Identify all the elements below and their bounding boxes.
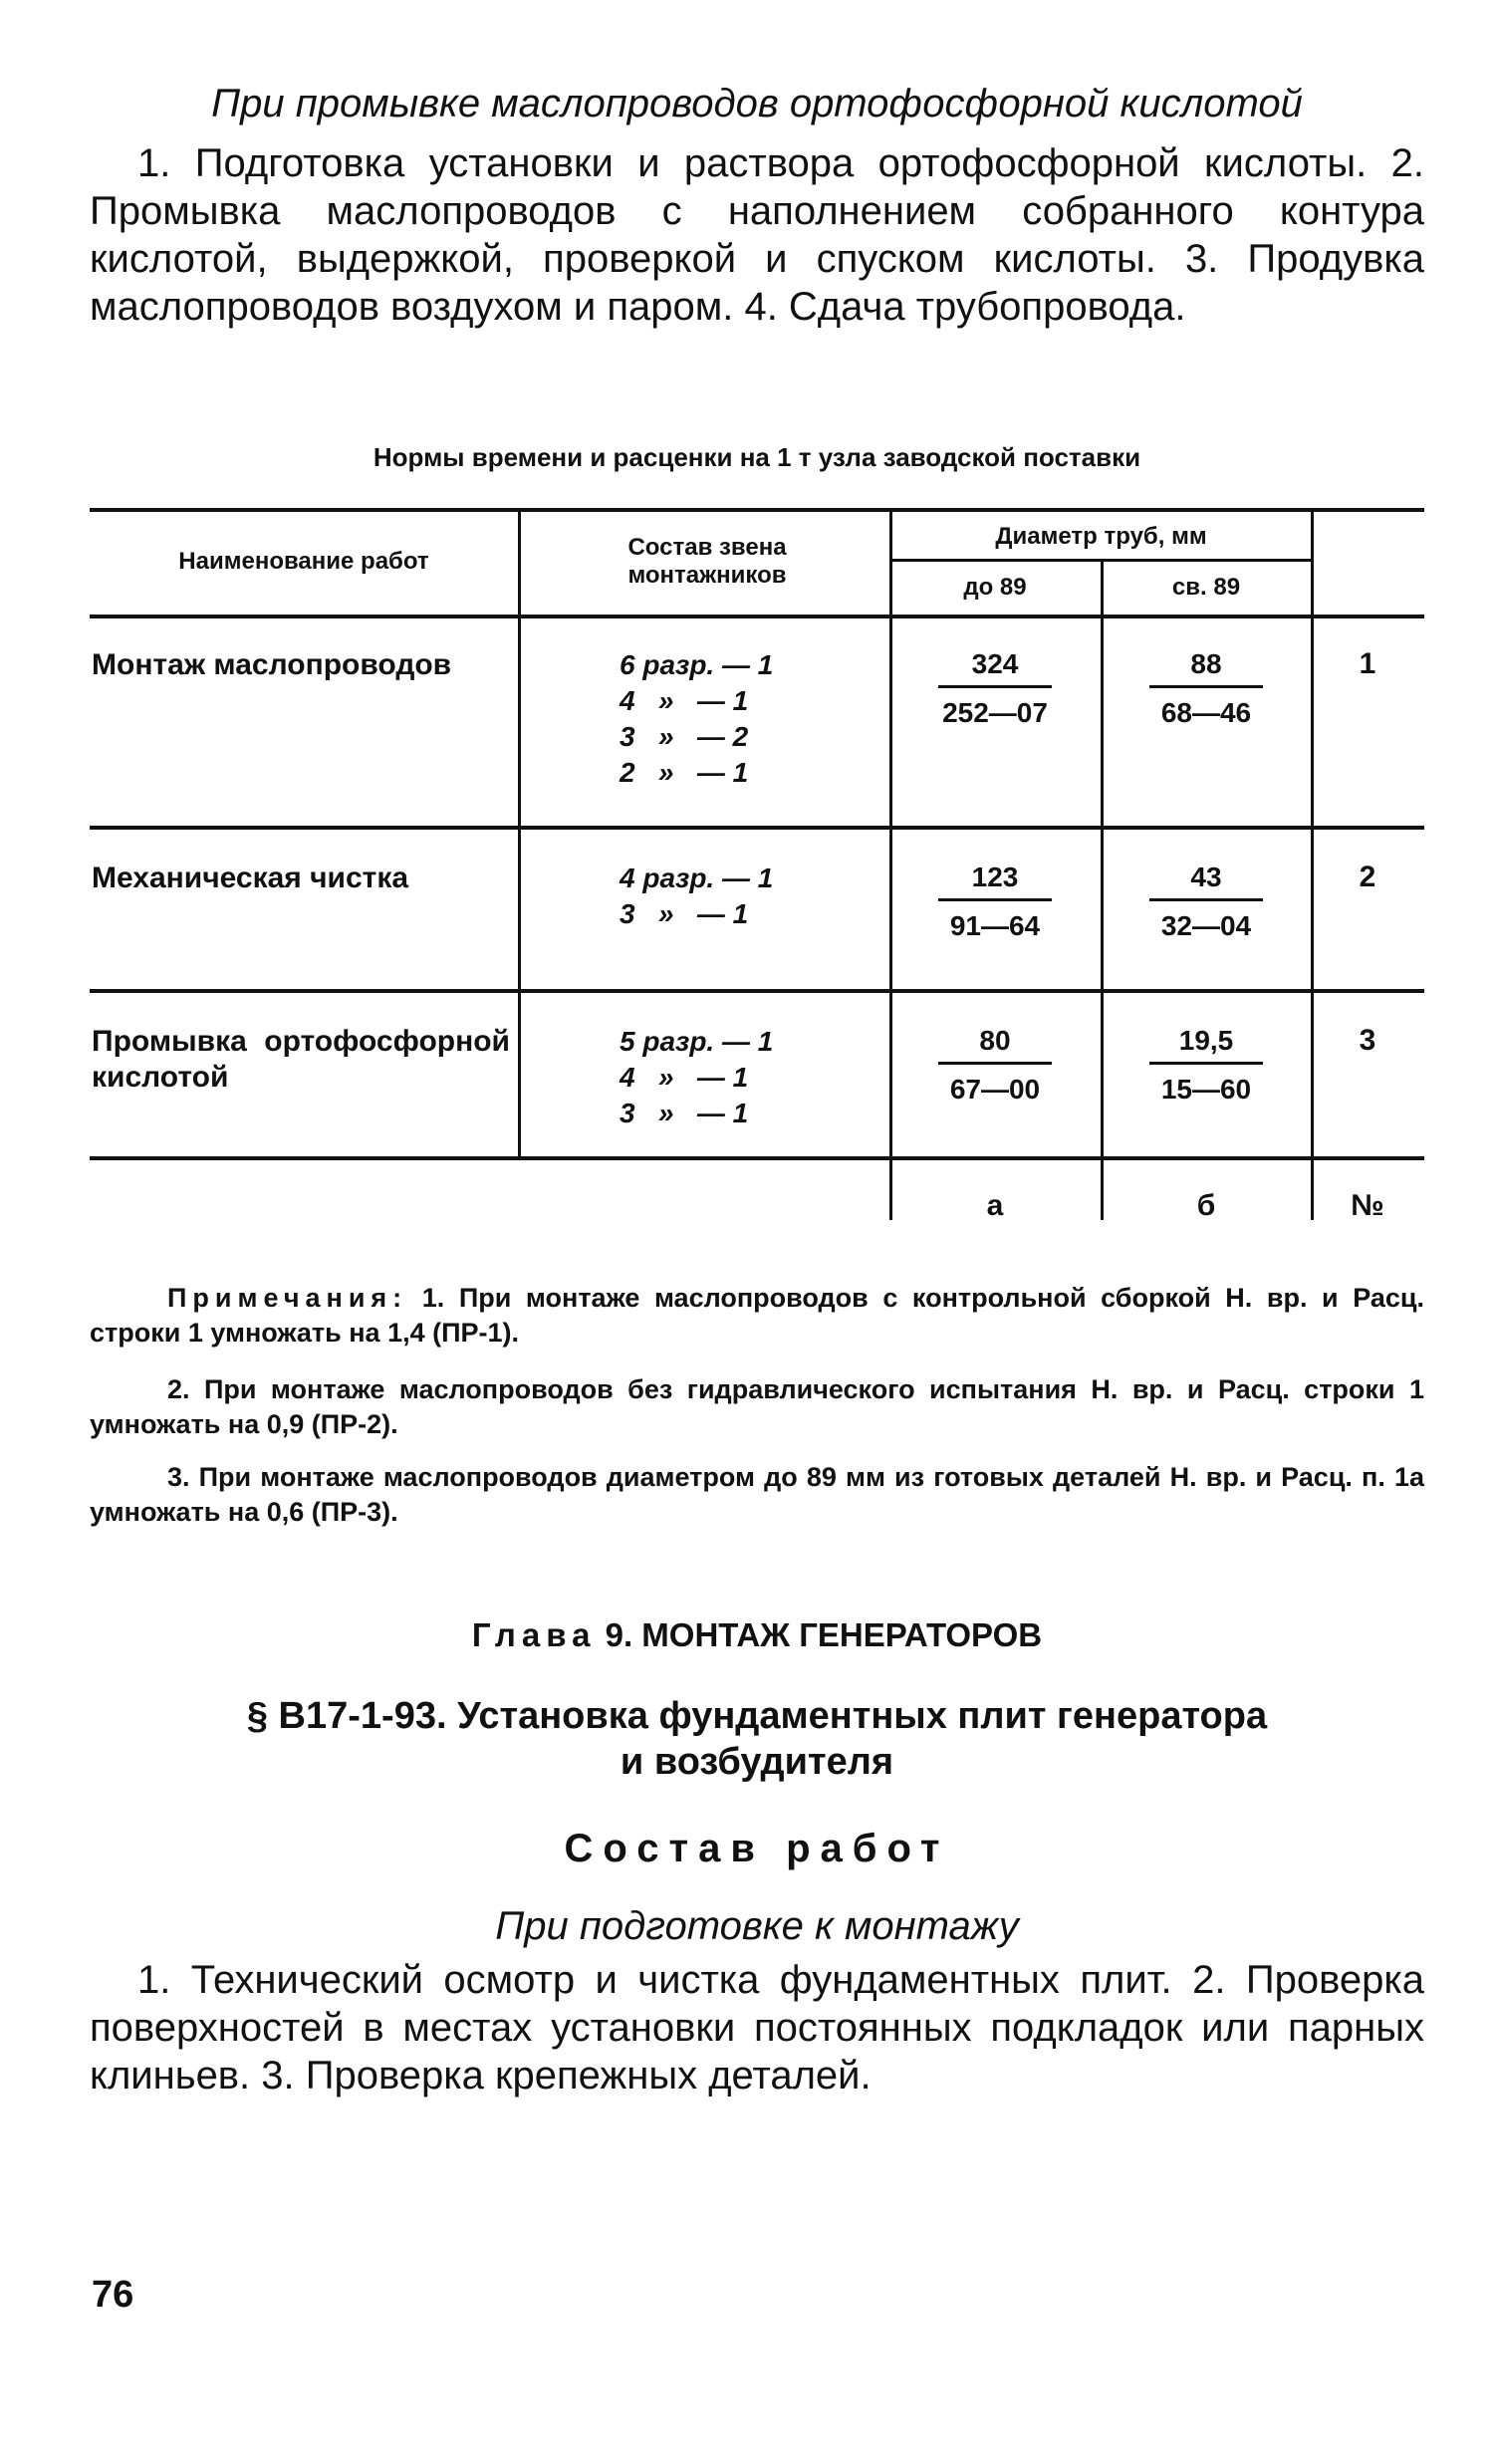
time-norm: 19,5 [1178, 1025, 1234, 1056]
time-norm: 88 [1190, 648, 1222, 679]
note-1-text: 1. При монтаже маслопроводов с контрольной сборкой Н. вр. и Расц. строки 1 умножать на 1,4 (ПР-1). [90, 1283, 1424, 1348]
section-line-2: и возбудителя [620, 1741, 894, 1783]
footer-col-b: б [1196, 1189, 1216, 1222]
fraction-bar [1149, 898, 1263, 901]
rate: 68—46 [1160, 697, 1252, 728]
section-line-1: § В17-1-93. Установка фундаментных плит генератора [246, 1695, 1268, 1737]
col-divider-4 [1311, 510, 1314, 1220]
row1-col-a-value [910, 647, 1080, 730]
fraction-bar [938, 685, 1052, 688]
intro-paragraph: 1. Подготовка установки и раствора ортофосфорной кислоты. 2. Промывка маслопроводов с наполнением собранного контура кислотой, выдержкой, проверкой и спуском кислоты. 3. Продувка маслопроводов воздухом и паром. 4. Сдача трубопровода. [90, 141, 1424, 329]
row2-col-a-value [910, 861, 1080, 943]
crew-line: 2 » — 1 [620, 757, 749, 788]
row3-work-name: Промывка ортофосфорной кислотой [92, 1025, 510, 1094]
crew-line: 3 » — 1 [620, 898, 749, 929]
row2-work-name: Механическая чистка [92, 862, 409, 894]
footer-number-label: № [1351, 1189, 1384, 1222]
header-work-name: Наименование работ [178, 548, 429, 575]
fraction-bar [938, 898, 1052, 901]
footer-col-a: а [986, 1189, 1004, 1222]
rate: 32—04 [1160, 910, 1252, 941]
time-norm: 80 [979, 1025, 1011, 1056]
fraction-bar [1149, 685, 1263, 688]
composition-paragraph: 1. Технический осмотр и чистка фундаментных плит. 2. Проверка поверхностей в местах установки постоянных подкладок или парных клиньев. 3. Проверка крепежных деталей. [90, 1958, 1424, 2097]
composition-subheading: При подготовке к монтажу [495, 1904, 1019, 1948]
time-norm: 123 [971, 862, 1019, 892]
fraction-bar [1149, 1062, 1263, 1065]
header-crew: Состав звена монтажников [627, 534, 787, 589]
row3-col-b-value [1121, 1024, 1291, 1107]
crew-line: 4 » — 1 [620, 1062, 749, 1093]
row3-number: 3 [1359, 1024, 1376, 1057]
header-col-a: до 89 [963, 574, 1027, 601]
table-top-rule [90, 508, 1424, 512]
crew-line: 5 разр. — 1 [620, 1026, 774, 1057]
row3-bottom-rule [90, 1156, 1424, 1160]
header-bottom-rule [90, 615, 1424, 618]
note-1 [90, 1281, 1424, 1351]
rate: 15—60 [1160, 1074, 1252, 1105]
col-divider-1 [518, 510, 521, 1158]
col-divider-2 [889, 510, 892, 1220]
row1-bottom-rule [90, 826, 1424, 830]
intro-subheading: При промывке маслопроводов ортофосфорной кислотой [211, 82, 1303, 125]
time-norm: 43 [1190, 862, 1222, 892]
page-number: 76 [92, 2274, 134, 2316]
rate: 91—64 [949, 910, 1041, 941]
chapter-heading [90, 1615, 1424, 1655]
row3-col-a-value [910, 1024, 1080, 1107]
row2-number: 2 [1359, 861, 1376, 893]
rate: 67—00 [949, 1074, 1041, 1105]
time-norm: 324 [971, 648, 1019, 679]
row2-crew [620, 861, 773, 932]
row1-number: 1 [1359, 647, 1376, 680]
row2-col-b-value [1121, 861, 1291, 943]
col-divider-3 [1101, 560, 1104, 1220]
row1-col-b-value [1121, 647, 1291, 730]
crew-line: 4 » — 1 [620, 685, 749, 716]
fraction-bar [938, 1062, 1052, 1065]
table-caption: Нормы времени и расценки на 1 т узла заводской поставки [373, 442, 1141, 472]
composition-heading: Состав работ [564, 1827, 950, 1870]
row2-bottom-rule [90, 989, 1424, 993]
crew-line: 4 разр. — 1 [620, 862, 774, 893]
note-2: 2. При монтаже маслопроводов без гидравлического испытания Н. вр. и Расц. строки 1 умножать на 0,9 (ПР-2). [90, 1374, 1424, 1439]
header-col-b: св. 89 [1171, 574, 1241, 601]
section-heading [90, 1693, 1424, 1785]
row3-crew [620, 1024, 773, 1131]
chapter-label: Глава [471, 1616, 597, 1653]
notes-label: Примечания: [167, 1283, 408, 1313]
crew-line: 3 » — 2 [620, 721, 749, 752]
crew-line: 6 разр. — 1 [620, 649, 774, 680]
crew-line: 3 » — 1 [620, 1098, 749, 1128]
chapter-title: 9. МОНТАЖ ГЕНЕРАТОРОВ [605, 1616, 1043, 1653]
row1-crew [620, 647, 773, 791]
header-diameter: Диаметр труб, мм [995, 523, 1207, 550]
row1-work-name: Монтаж маслопроводов [92, 648, 452, 681]
rate: 252—07 [942, 697, 1048, 728]
note-3: 3. При монтаже маслопроводов диаметром до 89 мм из готовых деталей Н. вр. и Расц. п. 1а умножать на 0,6 (ПР-3). [90, 1462, 1424, 1527]
